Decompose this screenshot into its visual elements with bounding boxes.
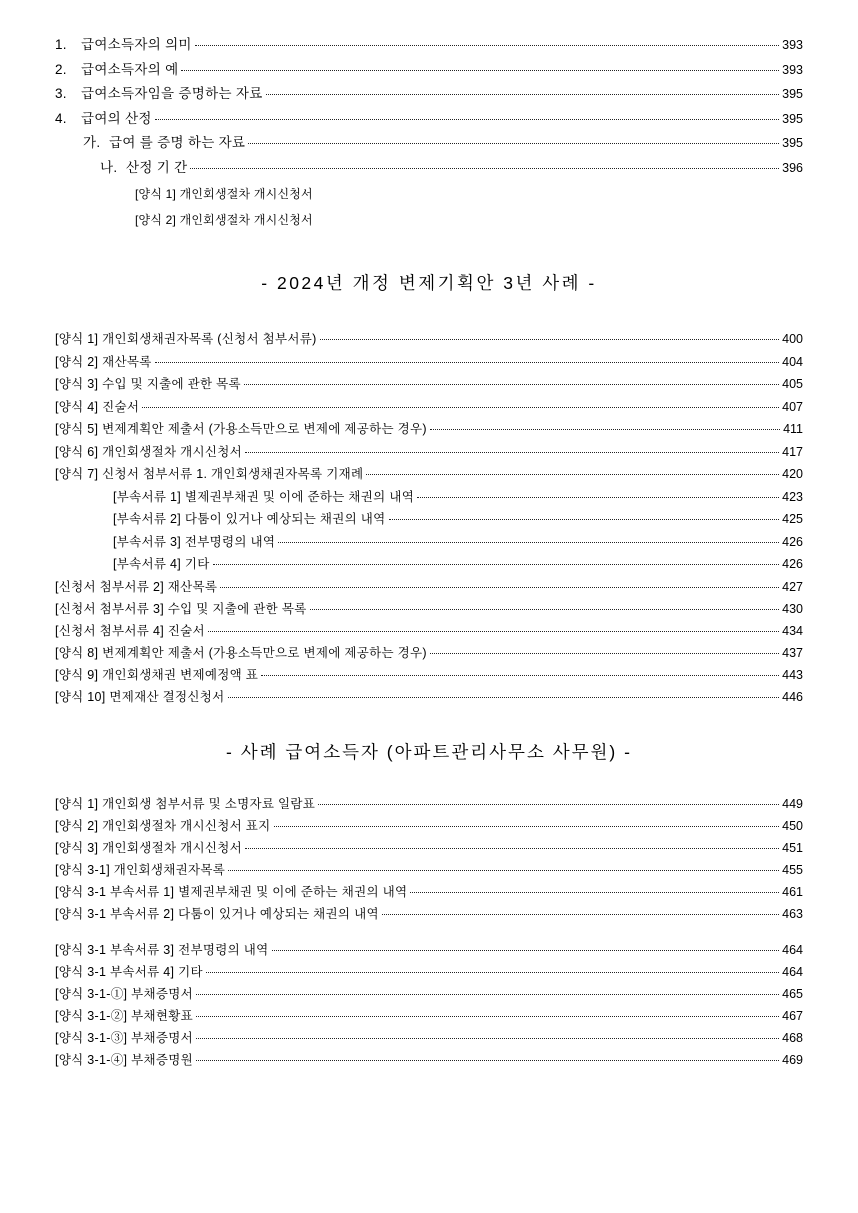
toc-entry xyxy=(55,112,803,126)
toc-entry-label: [양식 3-1-①] 부채증명서 xyxy=(55,987,193,1001)
leader-dots xyxy=(228,869,779,871)
leader-dots xyxy=(248,142,779,144)
toc-entry-label: 나. 산정 기 간 xyxy=(100,159,188,175)
toc-entry-label: 1. 급여소득자의 의미 xyxy=(55,37,192,52)
toc-entry xyxy=(55,798,803,811)
leader-dots xyxy=(389,518,780,520)
leader-dots xyxy=(310,608,780,610)
toc-entry-page: 405 xyxy=(782,377,803,391)
leader-dots xyxy=(155,361,780,363)
toc-entry-label: [양식 3-1 부속서류 1] 별제권부채권 및 이에 준하는 채권의 내역 xyxy=(55,885,408,899)
toc-entry-page: 451 xyxy=(782,841,803,855)
toc-entry-page: 427 xyxy=(782,579,803,594)
toc-entry-label: [양식 5] 변제계획안 제출서 (가용소득만으로 변제에 제공하는 경우) xyxy=(55,422,427,436)
leader-dots xyxy=(320,338,780,340)
toc-section-top xyxy=(55,38,803,228)
toc-entry xyxy=(55,378,803,391)
toc-entry xyxy=(55,63,803,77)
toc-entry xyxy=(55,691,803,704)
toc-entry-page: 393 xyxy=(782,62,803,77)
toc-entry-page: 396 xyxy=(782,160,803,175)
toc-entry-page: 400 xyxy=(782,332,803,346)
leader-dots xyxy=(244,383,779,385)
toc-entry-label: [양식 3] 개인회생절차 개시신청서 xyxy=(55,841,242,855)
toc-entry xyxy=(55,886,803,899)
leader-dots xyxy=(261,674,779,676)
toc-entry-page: 417 xyxy=(782,444,803,459)
toc-entry xyxy=(55,87,803,101)
toc-entry-page: 407 xyxy=(782,399,803,414)
toc-entry-label: [양식 10] 면제재산 결정신청서 xyxy=(55,689,225,704)
leader-dots xyxy=(272,949,780,951)
toc-entry xyxy=(55,446,803,459)
toc-entry-page: 455 xyxy=(782,863,803,877)
toc-entry-label: [양식 3-1-②] 부채현황표 xyxy=(55,1009,193,1023)
toc-entry xyxy=(55,944,803,957)
toc-entry-page: 434 xyxy=(782,623,803,638)
toc-entry-label: [부속서류 3] 전부명령의 내역 xyxy=(113,534,276,549)
toc-entry-label: [양식 3] 수입 및 지출에 관한 목록 xyxy=(55,377,241,391)
toc-entry xyxy=(55,468,803,481)
leader-dots xyxy=(245,847,779,849)
toc-entry-page: 395 xyxy=(782,136,803,150)
toc-entry-label: 4. 급여의 산정 xyxy=(55,110,152,126)
leader-dots xyxy=(430,652,779,654)
leader-dots xyxy=(196,1015,779,1017)
toc-entry-label: [양식 7] 신청서 첨부서류 1. 개인회생채권자목록 기재례 xyxy=(55,467,364,481)
toc-entry xyxy=(55,842,803,855)
toc-entry xyxy=(55,356,803,369)
toc-entry-page: 425 xyxy=(782,512,803,526)
toc-entry-label: [양식 3-1-③] 부채증명서 xyxy=(55,1031,193,1045)
toc-entry xyxy=(55,625,803,638)
toc-entry-page: 468 xyxy=(782,1031,803,1045)
leader-dots xyxy=(190,167,779,169)
toc-entry xyxy=(55,491,803,504)
leader-dots xyxy=(142,406,779,408)
section-heading-2: - 사례 급여소득자 (아파트관리사무소 사무원) - xyxy=(226,742,632,762)
toc-entry-page: 450 xyxy=(782,819,803,833)
toc-entry-label: [양식 3-1 부속서류 3] 전부명령의 내역 xyxy=(55,943,269,957)
toc-entry xyxy=(55,1032,803,1045)
toc-entry xyxy=(55,864,803,877)
toc-entry-label: 3. 급여소득자임을 증명하는 자료 xyxy=(55,86,263,101)
toc-entry xyxy=(55,38,803,52)
toc-entry-plain: [양식 2] 개인회생절차 개시신청서 xyxy=(135,213,313,227)
leader-dots xyxy=(208,630,779,632)
toc-entry-page: 420 xyxy=(782,467,803,481)
toc-entry-page: 395 xyxy=(782,111,803,126)
leader-dots xyxy=(196,1037,779,1039)
toc-entry-label: [양식 2] 재산목록 xyxy=(55,354,152,369)
toc-entry xyxy=(55,136,803,150)
leader-dots xyxy=(206,971,779,973)
leader-dots xyxy=(213,563,780,565)
toc-entry-page: 423 xyxy=(782,489,803,504)
toc-entry xyxy=(55,988,803,1001)
toc-entry-page: 426 xyxy=(782,534,803,549)
toc-entry-page: 437 xyxy=(782,645,803,660)
toc-entry-page: 464 xyxy=(782,965,803,979)
toc-entry-page: 467 xyxy=(782,1009,803,1023)
toc-entry xyxy=(55,401,803,414)
toc-entry-label: [양식 4] 진술서 xyxy=(55,399,140,414)
leader-dots xyxy=(430,428,780,430)
section-spacer xyxy=(55,930,803,944)
toc-entry-page: 426 xyxy=(782,557,803,571)
toc-entry-page: 430 xyxy=(782,601,803,616)
toc-entry-page: 465 xyxy=(782,987,803,1001)
leader-dots xyxy=(366,473,779,475)
toc-entry-label: [신청서 첨부서류 2] 재산목록 xyxy=(55,579,218,594)
leader-dots xyxy=(318,803,779,805)
toc-entry-page: 464 xyxy=(782,943,803,957)
toc-entry xyxy=(55,513,803,526)
toc-entry-page: 463 xyxy=(782,907,803,921)
leader-dots xyxy=(195,44,779,46)
leader-dots xyxy=(220,586,779,588)
toc-entry xyxy=(55,966,803,979)
toc-entry-label: [부속서류 1] 별제권부채권 및 이에 준하는 채권의 내역 xyxy=(113,489,415,504)
leader-dots xyxy=(410,891,779,893)
toc-entry-plain: [양식 1] 개인회생절차 개시신청서 xyxy=(135,187,313,201)
leader-dots xyxy=(417,496,779,498)
toc-entry xyxy=(55,558,803,571)
toc-entry xyxy=(55,669,803,682)
leader-dots xyxy=(245,451,779,453)
toc-entry-page: 395 xyxy=(782,87,803,101)
toc-entry-label: [양식 1] 개인회생 첨부서류 및 소명자료 일람표 xyxy=(55,797,316,811)
toc-entry-page: 449 xyxy=(782,797,803,811)
leader-dots xyxy=(274,825,780,827)
toc-section-forms-2024 xyxy=(55,333,803,703)
toc-entry xyxy=(55,647,803,660)
leader-dots xyxy=(181,69,779,71)
toc-entry xyxy=(55,1010,803,1023)
leader-dots xyxy=(196,993,779,995)
leader-dots xyxy=(266,93,780,95)
toc-entry-page: 469 xyxy=(782,1053,803,1067)
toc-section-case-salaried xyxy=(55,798,803,1067)
toc-entry xyxy=(55,820,803,833)
toc-entry-label: [신청서 첨부서류 4] 진술서 xyxy=(55,623,205,638)
toc-entry-label: [양식 2] 개인회생절차 개시신청서 표지 xyxy=(55,819,271,833)
toc-entry-label: [양식 3-1 부속서류 2] 다툼이 있거나 예상되는 채권의 내역 xyxy=(55,907,379,921)
toc-entry-page: 443 xyxy=(782,667,803,682)
toc-entry-page: 411 xyxy=(783,422,803,436)
toc-entry xyxy=(55,161,803,175)
toc-entry xyxy=(55,423,803,436)
toc-entry xyxy=(55,1054,803,1067)
toc-entry-page: 446 xyxy=(782,689,803,704)
toc-entry xyxy=(55,536,803,549)
toc-entry-label: [부속서류 2] 다툼이 있거나 예상되는 채권의 내역 xyxy=(113,512,386,526)
toc-entry-label: [양식 1] 개인회생채권자목록 (신청서 첨부서류) xyxy=(55,332,317,346)
leader-dots xyxy=(278,541,779,543)
toc-entry xyxy=(55,908,803,921)
toc-entry-label: 가. 급여 를 증명 하는 자료 xyxy=(83,135,246,150)
toc-entry xyxy=(55,603,803,616)
toc-entry-page: 404 xyxy=(782,354,803,369)
leader-dots xyxy=(228,696,780,698)
toc-entry-page: 393 xyxy=(782,38,803,52)
toc-entry xyxy=(55,581,803,594)
toc-entry-label: 2. 급여소득자의 예 xyxy=(55,61,179,77)
toc-entry-label: [양식 3-1 부속서류 4] 기타 xyxy=(55,965,203,979)
toc-entry-page: 461 xyxy=(782,885,803,899)
toc-entry-label: [신청서 첨부서류 3] 수입 및 지출에 관한 목록 xyxy=(55,601,307,616)
leader-dots xyxy=(155,118,779,120)
toc-entry-label: [양식 8] 변제계획안 제출서 (가용소득만으로 변제에 제공하는 경우) xyxy=(55,645,427,660)
toc-entry-label: [양식 3-1] 개인회생채권자목록 xyxy=(55,863,226,877)
toc-entry-label: [양식 3-1-④] 부채증명원 xyxy=(55,1053,193,1067)
leader-dots xyxy=(382,913,779,915)
toc-entry-label: [부속서류 4] 기타 xyxy=(113,557,210,571)
toc-entry-label: [양식 9] 개인회생채권 변제예정액 표 xyxy=(55,667,259,682)
toc-entry-label: [양식 6] 개인회생절차 개시신청서 xyxy=(55,444,242,459)
section-heading-1: - 2024년 개정 변제기획안 3년 사례 - xyxy=(261,273,597,293)
toc-entry xyxy=(55,333,803,346)
leader-dots xyxy=(196,1059,779,1061)
